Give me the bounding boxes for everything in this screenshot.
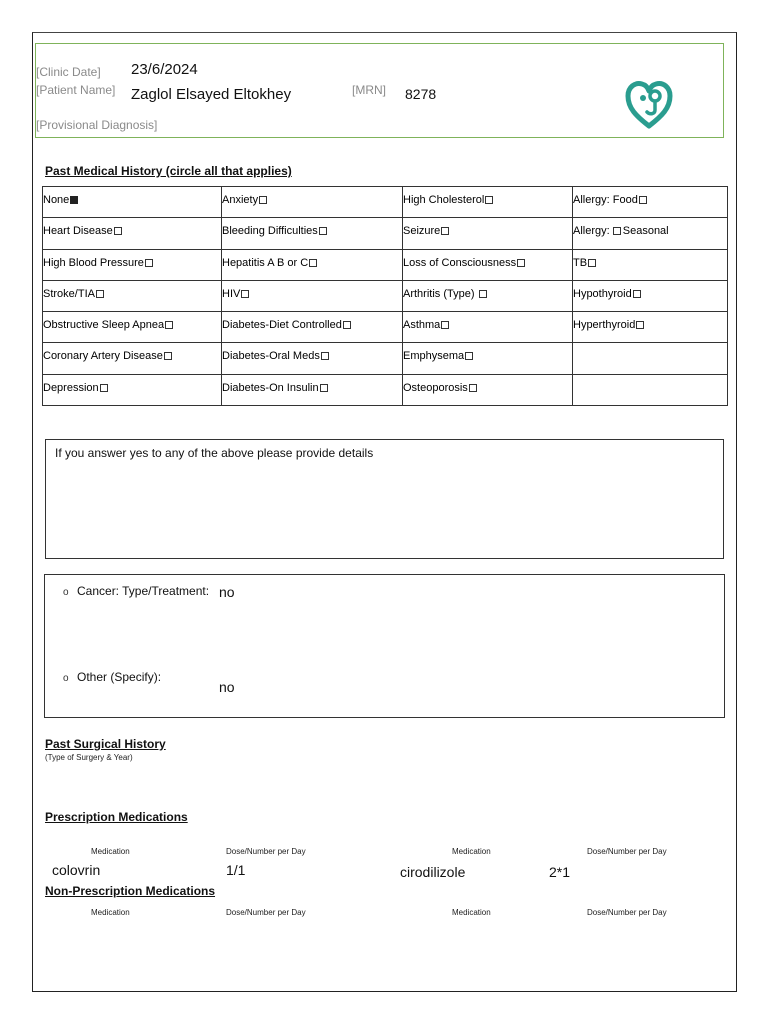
pmh-cell	[222, 187, 403, 218]
condition-checkbox[interactable]	[479, 290, 487, 298]
provisional-diagnosis-label: [Provisional Diagnosis]	[36, 118, 158, 132]
condition-label: Seizure	[403, 225, 441, 238]
condition-label: Hypothyroid	[573, 287, 632, 300]
condition-checkbox[interactable]	[469, 384, 477, 392]
condition-label: High Cholesterol	[403, 194, 485, 206]
condition-label: Asthma	[403, 319, 441, 332]
condition-label: Arthritis (Type)	[403, 287, 478, 300]
condition-label: Seasonal	[622, 225, 669, 238]
other-value[interactable]: no	[219, 679, 235, 695]
pmh-cell	[403, 187, 573, 218]
pmh-cell	[222, 218, 403, 249]
condition-label: HIV	[222, 287, 241, 300]
condition-label: Emphysema	[403, 350, 465, 363]
mrn-label: [MRN]	[352, 83, 386, 97]
pmh-row	[43, 312, 728, 343]
condition-label: Stroke/TIA	[43, 287, 95, 300]
condition-label: Hepatitis A B or C	[222, 256, 309, 269]
condition-checkbox[interactable]	[613, 227, 621, 235]
condition-prefix: Allergy:	[573, 225, 613, 238]
condition-checkbox[interactable]	[343, 321, 351, 329]
clinic-date-label: [Clinic Date]	[36, 65, 101, 79]
pmh-cell	[43, 249, 222, 280]
nrx-col-dose-2: Dose/Number per Day	[587, 908, 667, 917]
clinic-logo-icon	[624, 78, 674, 130]
condition-label: High Blood Pressure	[43, 256, 144, 269]
pmh-cell	[573, 374, 728, 405]
pmh-cell	[573, 280, 728, 311]
surgical-note: (Type of Surgery & Year)	[45, 753, 133, 762]
rx-dose-1[interactable]: 1/1	[226, 862, 246, 878]
pmh-cell	[43, 187, 222, 218]
nrx-col-dose-1: Dose/Number per Day	[226, 908, 306, 917]
prescription-title: Prescription Medications	[45, 810, 188, 824]
pmh-cell	[573, 218, 728, 249]
pmh-cell	[403, 280, 573, 311]
condition-label: Diabetes-On Insulin	[222, 381, 319, 394]
pmh-cell	[573, 249, 728, 280]
condition-checkbox[interactable]	[96, 290, 104, 298]
pmh-title: Past Medical History (circle all that applies)	[45, 164, 292, 178]
condition-label: Diabetes-Oral Meds	[222, 350, 320, 363]
condition-label: Obstructive Sleep Apnea	[43, 319, 165, 332]
condition-label: Hyperthyroid	[573, 319, 636, 332]
pmh-cell	[222, 374, 403, 405]
pmh-cell	[222, 249, 403, 280]
pmh-cell	[403, 374, 573, 405]
pmh-table	[42, 186, 728, 406]
condition-checkbox[interactable]	[319, 227, 327, 235]
rx-dose-2[interactable]: 2*1	[549, 864, 571, 880]
pmh-cell	[573, 312, 728, 343]
condition-checkbox[interactable]	[241, 290, 249, 298]
condition-label: TB	[573, 256, 588, 269]
pmh-cell	[403, 343, 573, 374]
condition-label: Diabetes-Diet Controlled	[222, 319, 342, 332]
condition-label: Osteoporosis	[403, 381, 468, 394]
condition-label: None	[43, 194, 70, 206]
condition-label: Allergy: Food	[573, 194, 638, 206]
pmh-cell	[403, 218, 573, 249]
condition-checkbox[interactable]	[321, 352, 329, 360]
condition-label: Depression	[43, 381, 99, 394]
condition-checkbox[interactable]	[259, 196, 267, 204]
condition-checkbox[interactable]	[164, 352, 172, 360]
condition-checkbox[interactable]	[639, 196, 647, 204]
pmh-cell	[573, 187, 728, 218]
condition-label: Loss of Consciousness	[403, 256, 517, 269]
patient-name-label: [Patient Name]	[36, 83, 116, 97]
condition-checkbox[interactable]	[320, 384, 328, 392]
pmh-row	[43, 343, 728, 374]
rx-col-dose-1: Dose/Number per Day	[226, 847, 306, 856]
condition-checkbox[interactable]	[465, 352, 473, 360]
pmh-cell	[43, 280, 222, 311]
nrx-col-medication-2: Medication	[452, 908, 491, 917]
pmh-cell	[403, 312, 573, 343]
condition-checkbox[interactable]	[309, 259, 317, 267]
pmh-cell	[43, 312, 222, 343]
condition-checkbox[interactable]	[636, 321, 644, 329]
nonprescription-title: Non-Prescription Medications	[45, 884, 216, 898]
condition-label: Bleeding Difficulties	[222, 225, 318, 238]
pmh-cell	[222, 343, 403, 374]
pmh-row	[43, 374, 728, 405]
rx-col-medication-1: Medication	[91, 847, 130, 856]
rx-medication-2[interactable]: cirodilizole	[400, 864, 466, 880]
cancer-label: Cancer: Type/Treatment:	[77, 584, 210, 598]
rx-col-medication-2: Medication	[452, 847, 491, 856]
nrx-col-medication-1: Medication	[91, 908, 130, 917]
condition-checkbox[interactable]	[165, 321, 173, 329]
condition-checkbox[interactable]	[114, 227, 122, 235]
pmh-cell	[403, 249, 573, 280]
condition-checkbox[interactable]	[145, 259, 153, 267]
condition-checkbox[interactable]	[100, 384, 108, 392]
pmh-row	[43, 187, 728, 218]
pmh-cell	[43, 218, 222, 249]
surgical-title: Past Surgical History	[45, 737, 166, 751]
condition-checkbox[interactable]	[70, 196, 78, 204]
cancer-value[interactable]: no	[219, 584, 235, 600]
pmh-row	[43, 249, 728, 280]
condition-label: Heart Disease	[43, 225, 113, 238]
pmh-cell	[222, 312, 403, 343]
other-bullet: o	[63, 673, 69, 684]
pmh-cell	[222, 280, 403, 311]
condition-label: Coronary Artery Disease	[43, 350, 163, 363]
details-prompt: If you answer yes to any of the above please provide details	[55, 446, 374, 460]
pmh-cell	[43, 343, 222, 374]
patient-name-value: Zaglol Elsayed Eltokhey	[131, 86, 292, 103]
clinic-date-value: 23/6/2024	[131, 61, 198, 78]
condition-checkbox[interactable]	[485, 196, 493, 204]
rx-col-dose-2: Dose/Number per Day	[587, 847, 667, 856]
pmh-cell	[573, 343, 728, 374]
condition-checkbox[interactable]	[588, 259, 596, 267]
rx-medication-1[interactable]: colovrin	[52, 862, 101, 878]
condition-checkbox[interactable]	[517, 259, 525, 267]
pmh-row	[43, 280, 728, 311]
mrn-value: 8278	[405, 86, 437, 102]
pmh-cell	[43, 374, 222, 405]
cancer-bullet: o	[63, 587, 69, 598]
condition-checkbox[interactable]	[441, 321, 449, 329]
pmh-row	[43, 218, 728, 249]
condition-label: Anxiety	[222, 194, 259, 206]
condition-checkbox[interactable]	[633, 290, 641, 298]
other-label: Other (Specify):	[77, 670, 162, 684]
condition-checkbox[interactable]	[441, 227, 449, 235]
